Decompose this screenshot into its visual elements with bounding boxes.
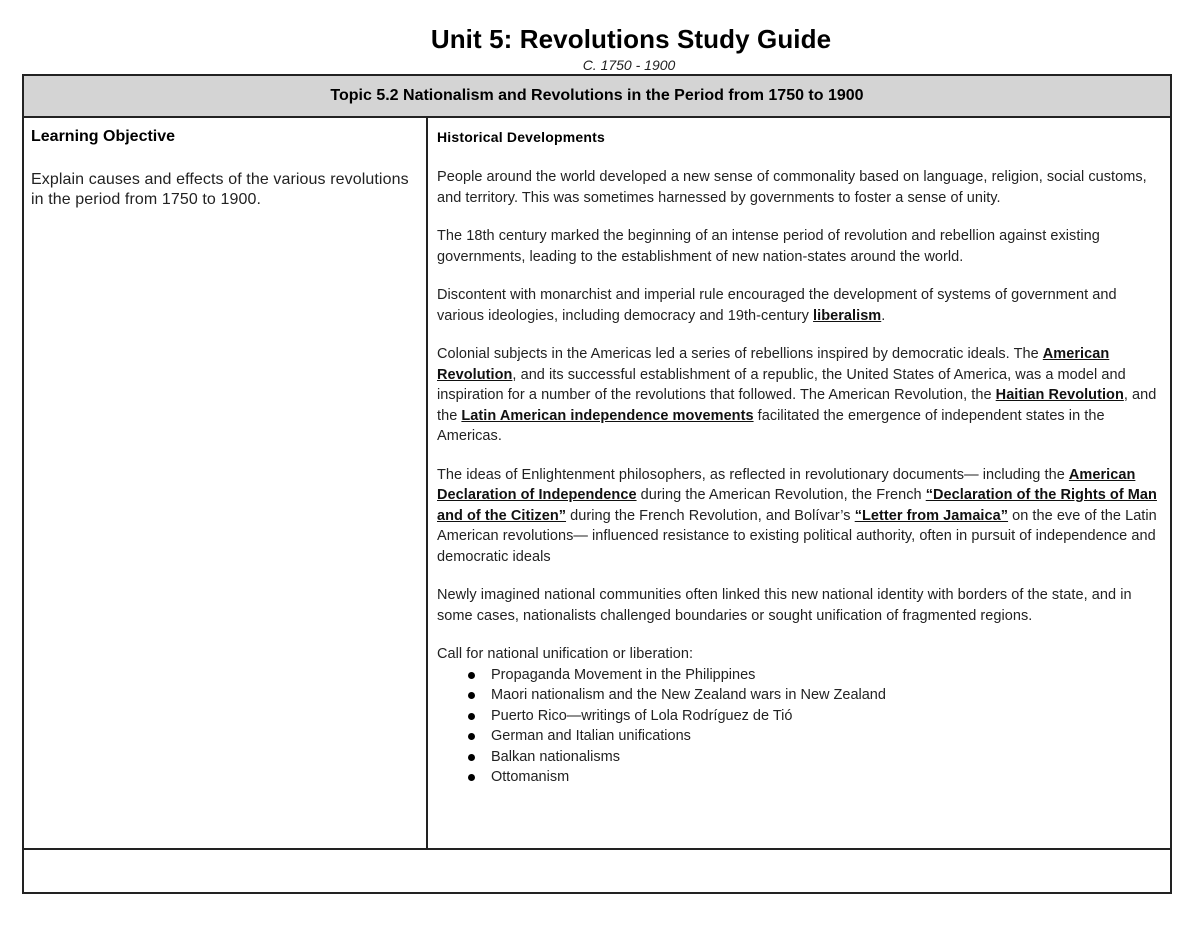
key-term-haitian-revolution: Haitian Revolution <box>995 387 1124 403</box>
key-term-letter-from-jamaica: “Letter from Jamaica” <box>854 507 1009 524</box>
list-item-text: Propaganda Movement in the Philippines <box>491 666 756 683</box>
learning-objective-cell <box>24 118 428 848</box>
paragraph-text: Colonial subjects in the Americas led a series of rebellions inspired by democratic ideals. The <box>437 346 1043 362</box>
date-range-subtitle: C. 1750 - 1900 <box>582 57 676 73</box>
paragraph-text: facilitated the emergence of independent states in the Americas. <box>437 407 1105 444</box>
learning-objective-text: Explain causes and effects of the various revolutions in the period from 1750 to 1900. <box>31 171 409 208</box>
paragraph-text: on the eve of the Latin American revolutions— influenced resistance to existing political authority, often in pursuit of independence and democratic ideals <box>437 507 1157 565</box>
list-item-text: Maori nationalism and the New Zealand wars in New Zealand <box>491 687 886 703</box>
development-paragraph <box>437 285 1162 326</box>
list-item-text: Ottomanism <box>491 769 570 785</box>
bullet-icon <box>468 713 475 720</box>
paragraph-text: during the French Revolution, and Bolívar’s <box>566 507 855 524</box>
topic-header: Topic 5.2 Nationalism and Revolutions in the Period from 1750 to 1900 <box>24 76 1170 118</box>
bullet-icon <box>468 754 475 761</box>
development-paragraph: People around the world developed a new sense of commonality based on language, religion, social customs, and territory. This was sometimes harnessed by governments to foster a sense of unity. <box>437 169 1147 206</box>
list-item-text: Puerto Rico—writings of Lola Rodríguez de Tió <box>491 707 793 724</box>
bullet-icon <box>468 692 475 699</box>
key-term-latin-american-independence: Latin American independence movements <box>461 407 754 424</box>
list-item <box>465 685 1162 706</box>
list-item <box>465 706 1162 727</box>
historical-developments-cell <box>428 118 1170 848</box>
paragraph-text: , and the <box>437 387 1157 424</box>
empty-bottom-row <box>24 848 1170 894</box>
development-paragraph <box>437 344 1162 447</box>
key-term-liberalism: liberalism <box>813 307 882 324</box>
key-term-rights-of-man: “Declaration of the Rights of Man and of the Citizen” <box>437 487 1157 524</box>
paragraph-text: The ideas of Enlightenment philosophers, as reflected in revolutionary documents— including the <box>437 466 1069 483</box>
bullet-icon <box>468 774 475 781</box>
bullet-icon <box>468 672 475 679</box>
historical-developments-heading: Historical Developments <box>437 129 605 145</box>
page-title: Unit 5: Revolutions Study Guide <box>430 24 832 54</box>
list-item-text: German and Italian unifications <box>491 728 691 744</box>
list-item <box>465 767 1162 788</box>
unification-list <box>437 665 1162 788</box>
development-paragraph: The 18th century marked the beginning of an intense period of revolution and rebellion against existing governments, leading to the establishment of new nation-states around the world. <box>437 228 1100 265</box>
paragraph-text: Discontent with monarchist and imperial rule encouraged the development of systems of government and various ideologies, including democracy and 19th-century <box>437 287 1117 324</box>
list-item <box>465 747 1162 768</box>
key-term-american-revolution: American Revolution <box>437 346 1110 383</box>
list-item <box>465 665 1162 686</box>
learning-objective-heading: Learning Objective <box>31 128 176 145</box>
paragraph-text: during the American Revolution, the French <box>636 487 926 503</box>
list-item <box>465 726 1162 747</box>
development-paragraph: Call for national unification or liberation: <box>437 646 694 662</box>
development-paragraph: Newly imagined national communities often linked this new national identity with borders of the state, and in some cases, nationalists challenged boundaries or sought unification of fragmented regions. <box>437 587 1132 624</box>
key-term-declaration-of-independence: American Declaration of Independence <box>437 466 1136 503</box>
bullet-icon <box>468 733 475 740</box>
list-item-text: Balkan nationalisms <box>491 748 620 765</box>
paragraph-text: . <box>881 307 886 324</box>
paragraph-text: , and its successful establishment of a republic, the United States of America, was a model and inspiration for a number of the revolutions that followed. The American Revolution, the <box>437 366 1126 403</box>
study-guide-table <box>22 74 1172 894</box>
development-paragraph <box>437 465 1162 568</box>
